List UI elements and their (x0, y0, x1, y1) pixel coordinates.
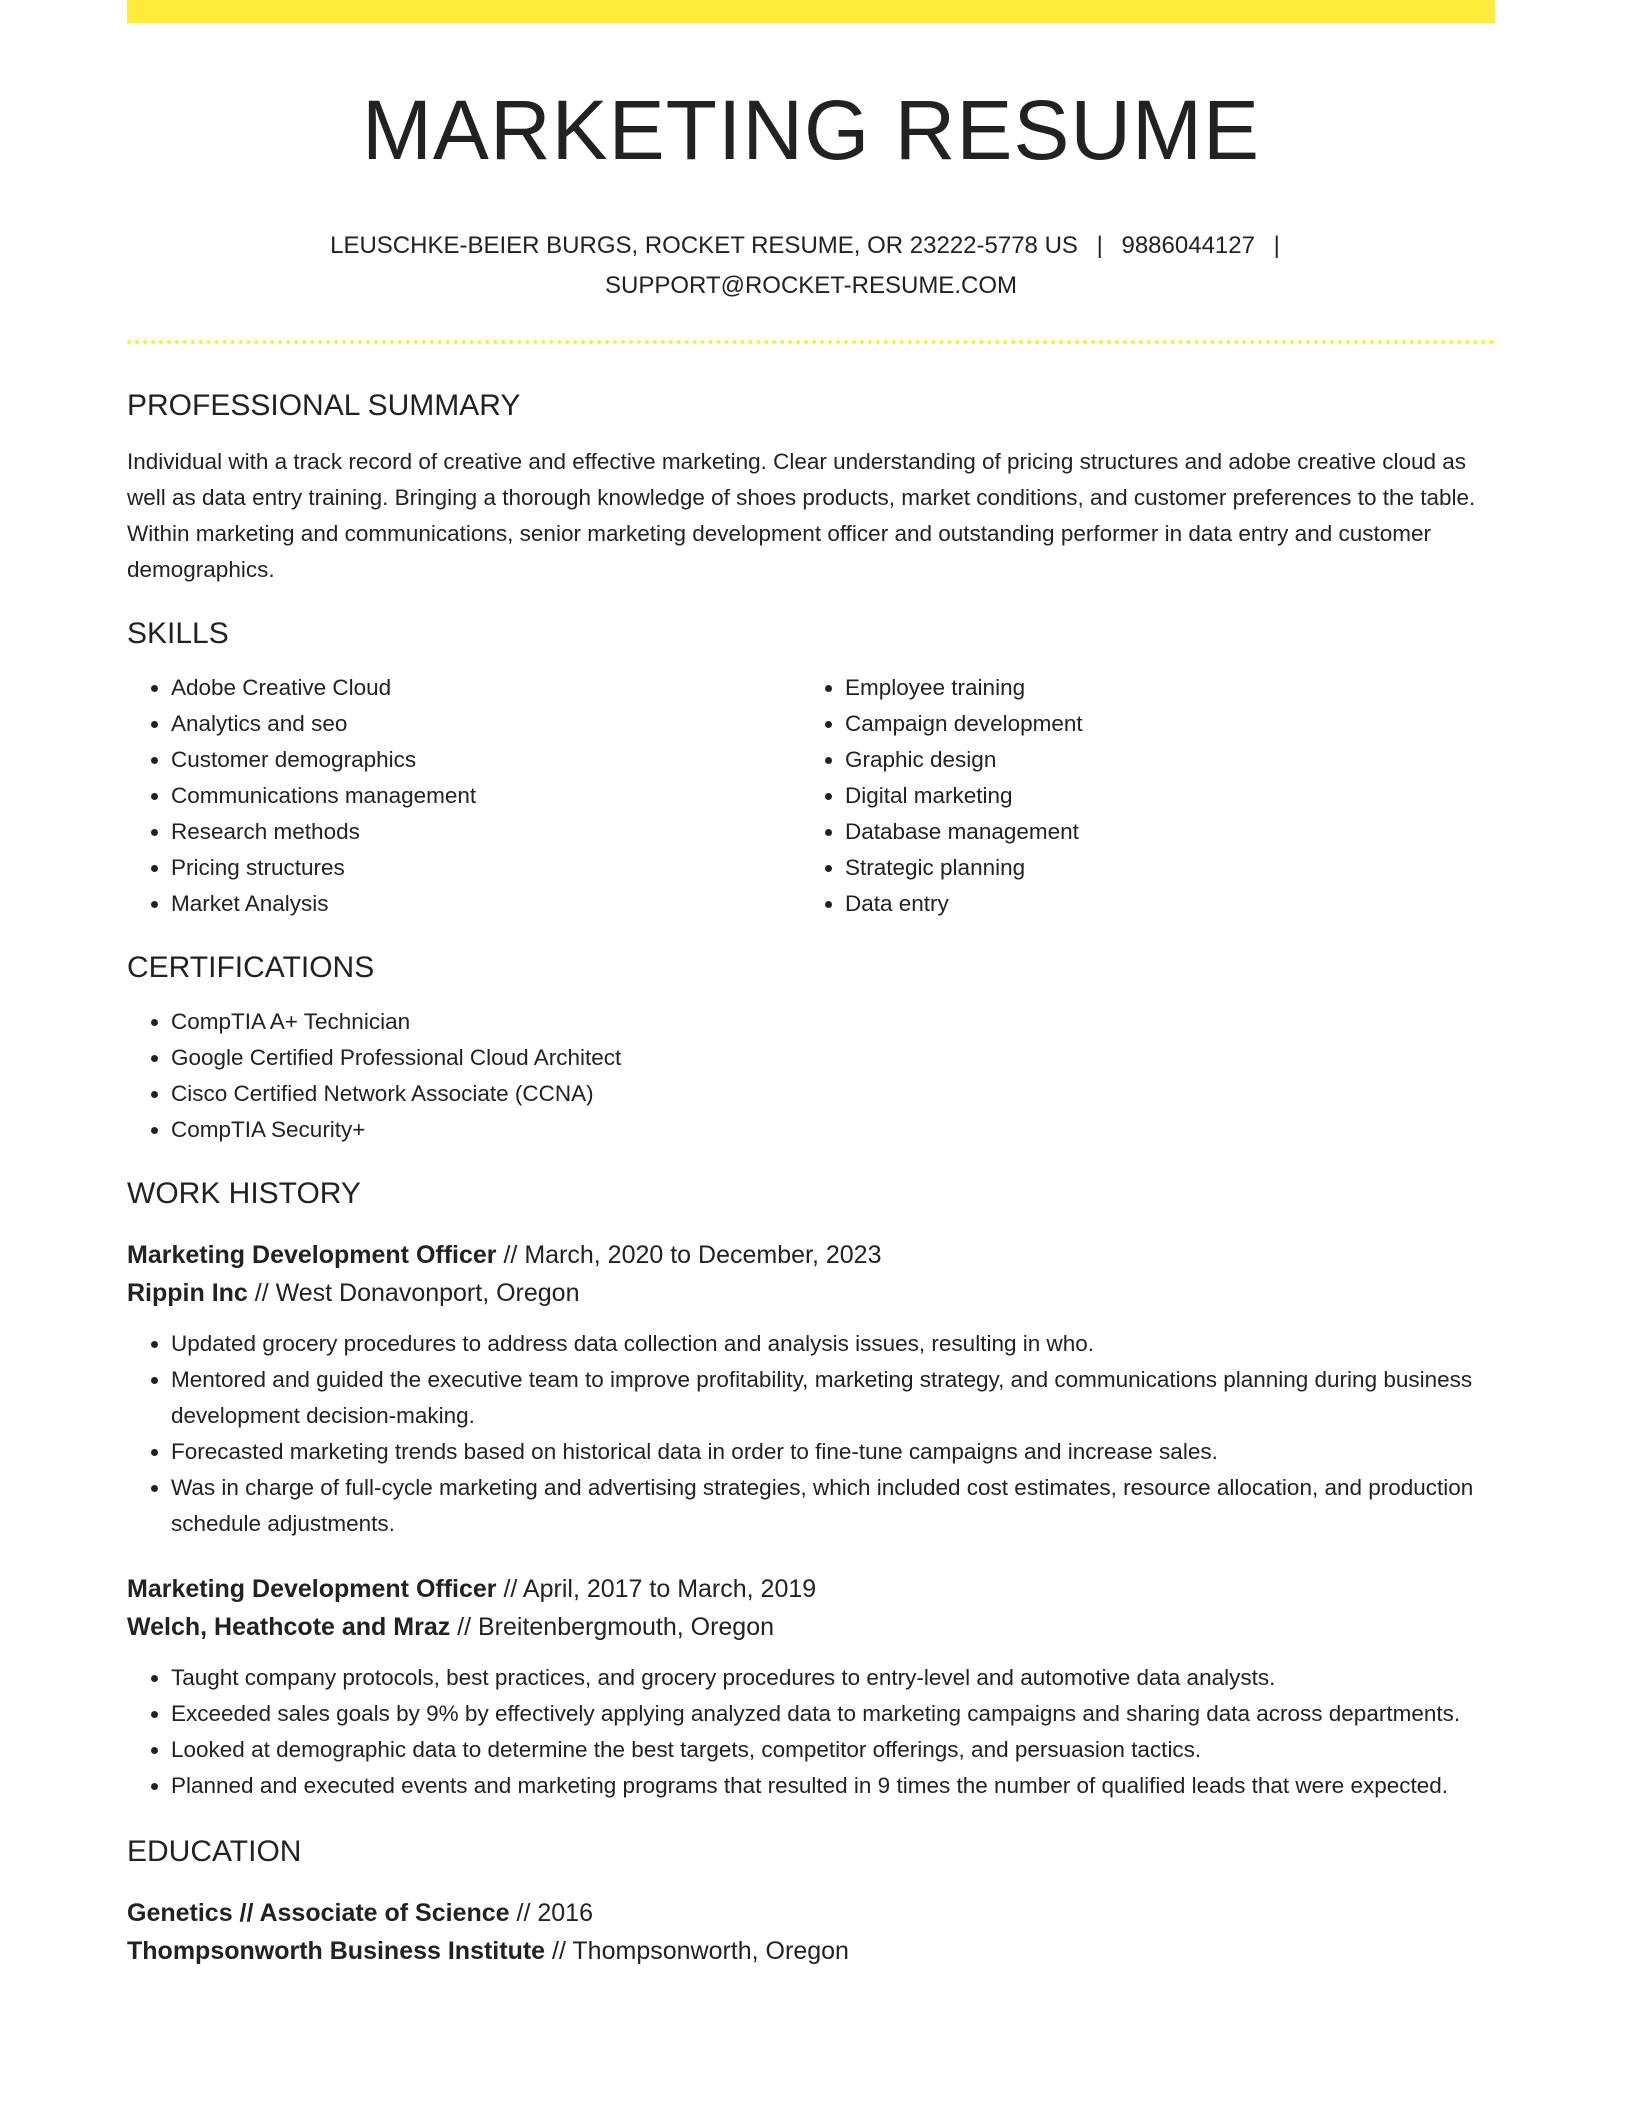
job-company: Welch, Heathcote and Mraz (127, 1613, 451, 1641)
section-title-work-history: WORK HISTORY (127, 1177, 361, 1210)
skills-column-right (801, 670, 1475, 922)
skills-grid (127, 670, 1495, 922)
job-bullet: • Taught company protocols, best practices, and grocery procedures to entry-level and automotive data analysts. (171, 1660, 1495, 1696)
education-section (127, 1832, 1495, 1970)
skills-list-left (127, 670, 801, 922)
skill-item: • Research methods (171, 814, 801, 850)
section-title-education: EDUCATION (127, 1835, 302, 1868)
skill-item: • Communications management (171, 778, 801, 814)
contact-email: SUPPORT@ROCKET-RESUME.COM (605, 272, 1017, 299)
job-bullet: • Looked at demographic data to determine the best targets, competitor offerings, and persuasion tactics. (171, 1732, 1495, 1768)
summary-text: Individual with a track record of creative and effective marketing. Clear understanding of pricing structures and adobe creative cloud as well as data entry training. Bringing a thorough knowledge of shoes products, market conditions, and customer preferences to the table. Within marketing and communications, senior marketing development officer and outstanding performer in data entry and customer demographics. (127, 449, 1476, 582)
contact-info (127, 226, 1495, 306)
certification-item: • CompTIA Security+ (171, 1112, 1495, 1148)
education-degree-line (127, 1894, 1495, 1932)
job-dates: // April, 2017 to March, 2019 (496, 1575, 817, 1603)
skill-item: • Database management (845, 814, 1475, 850)
skill-item: • Digital marketing (845, 778, 1475, 814)
job-bullet: • Updated grocery procedures to address data collection and analysis issues, resulting in who. (171, 1326, 1495, 1362)
education-degree: Genetics // Associate of Science (127, 1899, 510, 1927)
job-company: Rippin Inc (127, 1279, 248, 1307)
skill-item: • Campaign development (845, 706, 1475, 742)
skill-item: • Graphic design (845, 742, 1475, 778)
skill-item: • Analytics and seo (171, 706, 801, 742)
professional-summary-section (127, 386, 1495, 588)
education-entry (127, 1894, 1495, 1970)
job-bullet: • Was in charge of full-cycle marketing and advertising strategies, which included cost estimates, resource allocation, and production schedule adjustments. (171, 1470, 1495, 1542)
job-location: // West Donavonport, Oregon (247, 1279, 580, 1307)
work-history-section (127, 1174, 1495, 1804)
section-title-certifications: CERTIFICATIONS (127, 951, 375, 984)
skill-item: • Adobe Creative Cloud (171, 670, 801, 706)
education-location: // Thompsonworth, Oregon (545, 1937, 849, 1965)
contact-separator: | (1096, 232, 1103, 259)
job-title-line (127, 1570, 1495, 1608)
resume-content (127, 0, 1495, 1970)
skill-item: • Strategic planning (845, 850, 1475, 886)
education-school-line (127, 1932, 1495, 1970)
skill-item: • Market Analysis (171, 886, 801, 922)
skill-item: • Pricing structures (171, 850, 801, 886)
certifications-section (127, 948, 1495, 1148)
skills-column-left (127, 670, 801, 922)
job-entry (127, 1236, 1495, 1542)
skill-item: • Employee training (845, 670, 1475, 706)
certification-item: • Cisco Certified Network Associate (CCNA) (171, 1076, 1495, 1112)
job-location: // Breitenbergmouth, Oregon (450, 1613, 775, 1641)
skill-item: • Customer demographics (171, 742, 801, 778)
certification-item: • CompTIA A+ Technician (171, 1004, 1495, 1040)
job-bullet: • Mentored and guided the executive team to improve profitability, marketing strategy, and communications planning during business development decision-making. (171, 1362, 1495, 1434)
header-divider (127, 340, 1495, 344)
skill-item: • Data entry (845, 886, 1475, 922)
skills-section (127, 614, 1495, 922)
job-bullet: • Forecasted marketing trends based on historical data in order to fine-tune campaigns and increase sales. (171, 1434, 1495, 1470)
skills-list-right (801, 670, 1475, 922)
contact-address: LEUSCHKE-BEIER BURGS, ROCKET RESUME, OR 23222-5778 US (330, 232, 1078, 259)
section-title-summary: PROFESSIONAL SUMMARY (127, 389, 521, 422)
section-title-skills: SKILLS (127, 617, 229, 650)
job-title-line (127, 1236, 1495, 1274)
contact-separator: | (1273, 232, 1280, 259)
education-school: Thompsonworth Business Institute (127, 1937, 546, 1965)
job-bullet: • Planned and executed events and marketing programs that resulted in 9 times the number of qualified leads that were expected. (171, 1768, 1495, 1804)
job-company-line (127, 1608, 1495, 1646)
job-responsibilities (127, 1326, 1495, 1542)
certifications-list (127, 1004, 1495, 1148)
job-responsibilities (127, 1660, 1495, 1804)
job-position: Marketing Development Officer (127, 1241, 497, 1269)
resume-title: MARKETING RESUME (361, 83, 1261, 177)
job-company-line (127, 1274, 1495, 1312)
contact-phone: 9886044127 (1121, 232, 1255, 259)
job-position: Marketing Development Officer (127, 1575, 497, 1603)
job-entry (127, 1570, 1495, 1804)
job-bullet: • Exceeded sales goals by 9% by effectively applying analyzed data to marketing campaigns and sharing data across departments. (171, 1696, 1495, 1732)
education-year: // 2016 (509, 1899, 593, 1927)
certification-item: • Google Certified Professional Cloud Architect (171, 1040, 1495, 1076)
job-dates: // March, 2020 to December, 2023 (496, 1241, 882, 1269)
